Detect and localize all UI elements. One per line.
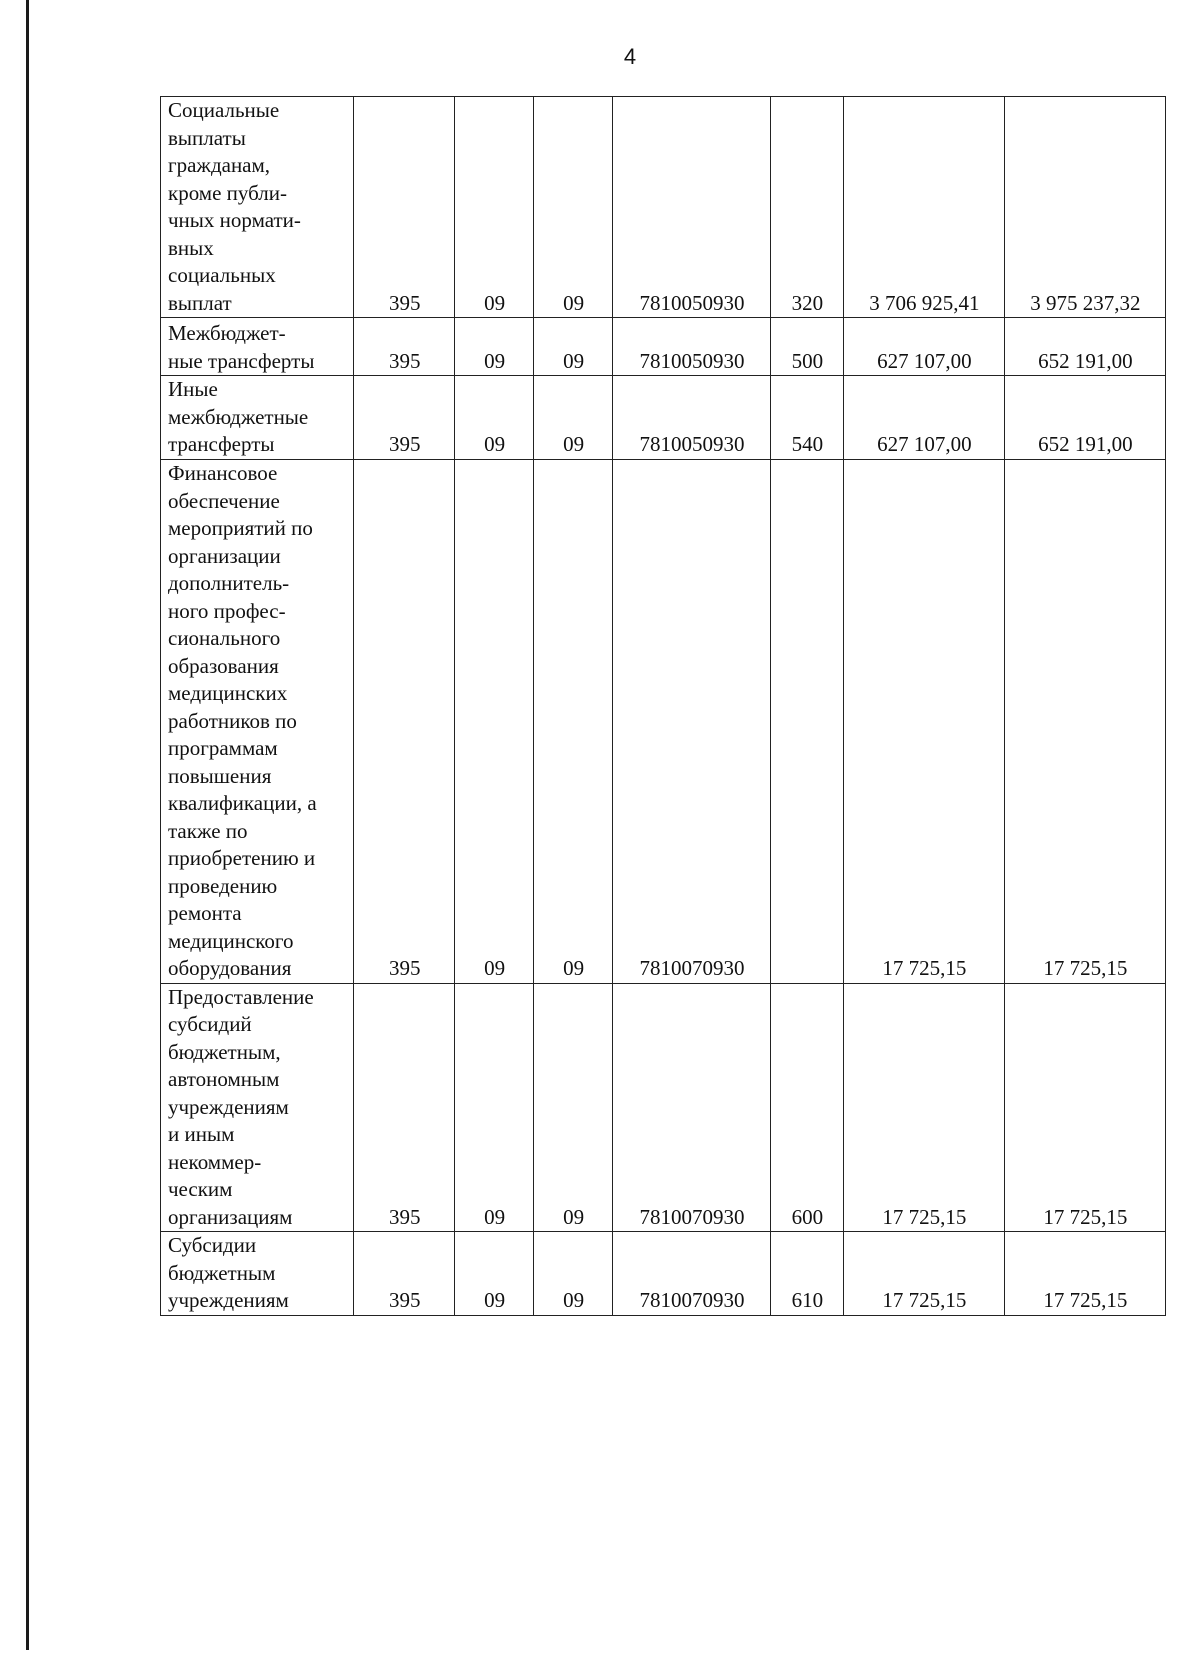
expense-type-code xyxy=(771,459,844,983)
table-row xyxy=(161,1232,1166,1316)
subsection-code: 09 xyxy=(534,459,613,983)
scan-edge-line xyxy=(26,0,29,1650)
amount-year-2: 17 725,15 xyxy=(1004,459,1165,983)
target-article-code: 7810050930 xyxy=(613,97,771,318)
ministry-code: 395 xyxy=(354,318,455,376)
expense-type-code: 320 xyxy=(771,97,844,318)
section-code: 09 xyxy=(455,1232,534,1316)
page-number: 4 xyxy=(623,44,637,69)
expense-name: Предоставление субсидий бюджетным, автономным учреждениям и иным некоммер- ческим организациям xyxy=(161,983,354,1232)
expense-name: Межбюджет- ные трансферты xyxy=(161,318,354,376)
expense-name: Субсидии бюджетным учреждениям xyxy=(161,1232,354,1316)
section-code: 09 xyxy=(455,983,534,1232)
amount-year-1: 627 107,00 xyxy=(843,376,1004,460)
budget-table xyxy=(160,96,1166,1316)
subsection-code: 09 xyxy=(534,97,613,318)
target-article-code: 7810050930 xyxy=(613,318,771,376)
expense-name: Финансовое обеспечение мероприятий по организации дополнитель- ного профес- сионального образования медицинских работников по программам повышения квалификации, а также по приобретению и проведению ремонта медицинского оборудования xyxy=(161,459,354,983)
expense-type-code: 600 xyxy=(771,983,844,1232)
table-row xyxy=(161,459,1166,983)
ministry-code: 395 xyxy=(354,1232,455,1316)
expense-type-code: 500 xyxy=(771,318,844,376)
amount-year-2: 652 191,00 xyxy=(1004,318,1165,376)
amount-year-1: 17 725,15 xyxy=(843,983,1004,1232)
table-row xyxy=(161,376,1166,460)
expense-name: Социальные выплаты гражданам, кроме публи- чных нормати- вных социальных выплат xyxy=(161,97,354,318)
section-code: 09 xyxy=(455,459,534,983)
amount-year-2: 652 191,00 xyxy=(1004,376,1165,460)
amount-year-2: 17 725,15 xyxy=(1004,983,1165,1232)
section-code: 09 xyxy=(455,376,534,460)
target-article-code: 7810070930 xyxy=(613,459,771,983)
target-article-code: 7810070930 xyxy=(613,1232,771,1316)
amount-year-2: 17 725,15 xyxy=(1004,1232,1165,1316)
ministry-code: 395 xyxy=(354,97,455,318)
subsection-code: 09 xyxy=(534,983,613,1232)
subsection-code: 09 xyxy=(534,1232,613,1316)
expense-name: Иные межбюджетные трансферты xyxy=(161,376,354,460)
target-article-code: 7810070930 xyxy=(613,983,771,1232)
subsection-code: 09 xyxy=(534,318,613,376)
section-code: 09 xyxy=(455,97,534,318)
table-row xyxy=(161,97,1166,318)
expense-type-code: 540 xyxy=(771,376,844,460)
ministry-code: 395 xyxy=(354,459,455,983)
amount-year-1: 627 107,00 xyxy=(843,318,1004,376)
amount-year-1: 3 706 925,41 xyxy=(843,97,1004,318)
target-article-code: 7810050930 xyxy=(613,376,771,460)
table-row xyxy=(161,983,1166,1232)
ministry-code: 395 xyxy=(354,983,455,1232)
table-row xyxy=(161,318,1166,376)
amount-year-2: 3 975 237,32 xyxy=(1004,97,1165,318)
amount-year-1: 17 725,15 xyxy=(843,459,1004,983)
expense-type-code: 610 xyxy=(771,1232,844,1316)
section-code: 09 xyxy=(455,318,534,376)
ministry-code: 395 xyxy=(354,376,455,460)
subsection-code: 09 xyxy=(534,376,613,460)
amount-year-1: 17 725,15 xyxy=(843,1232,1004,1316)
